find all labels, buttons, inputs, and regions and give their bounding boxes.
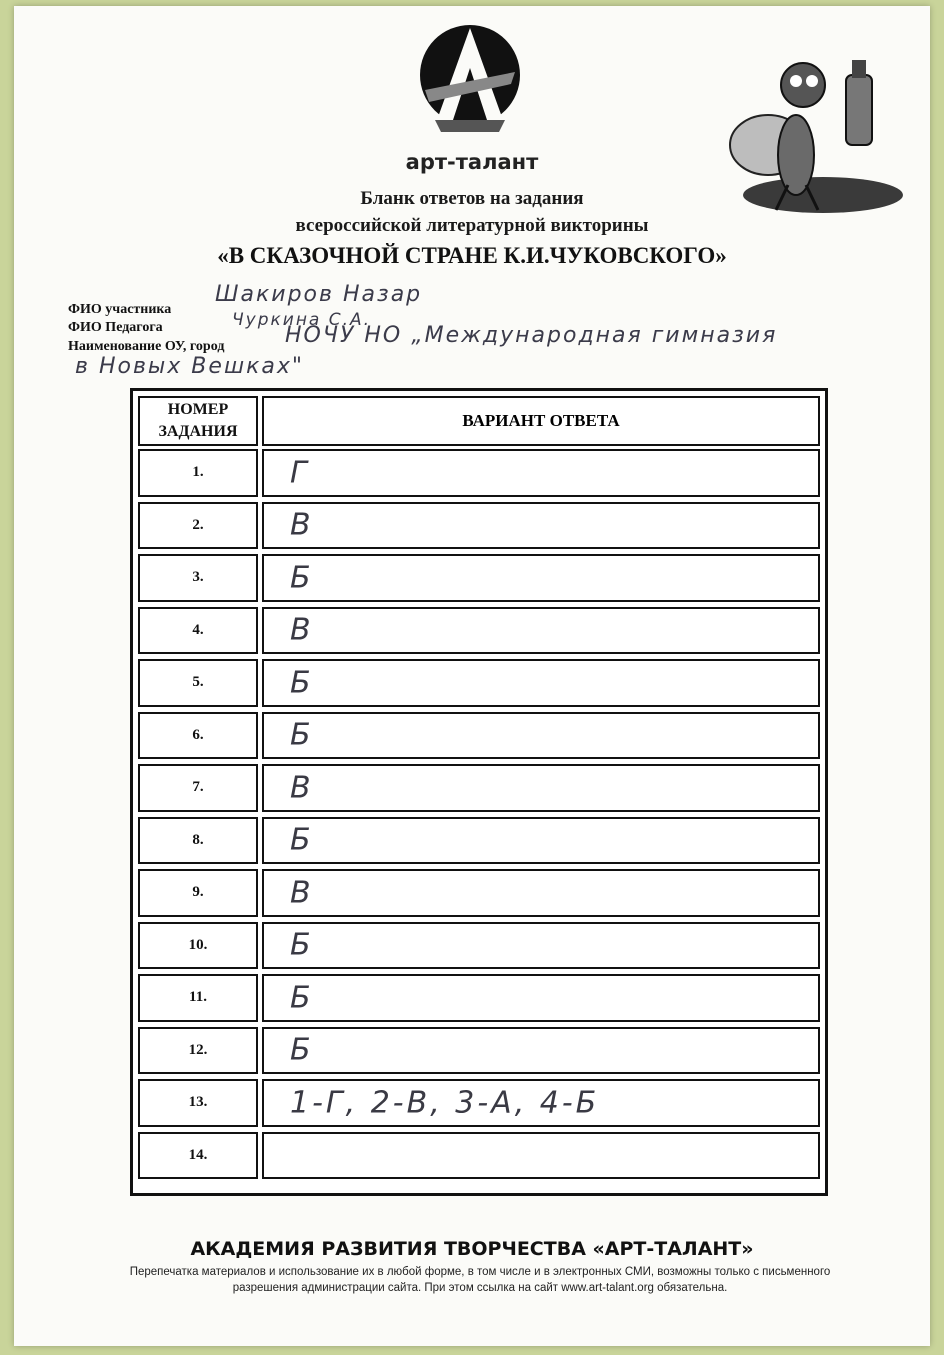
school-label: Наименование ОУ, город bbox=[68, 339, 225, 354]
answer-cell[interactable] bbox=[262, 1027, 820, 1075]
answer-text: В bbox=[290, 612, 314, 648]
teacher-label: ФИО Педагога bbox=[68, 320, 163, 335]
answer-cell[interactable] bbox=[262, 712, 820, 760]
task-number: 4. bbox=[138, 607, 258, 655]
brand-name: арт-талант bbox=[405, 150, 539, 174]
task-number: 6. bbox=[138, 712, 258, 760]
answer-text: Б bbox=[290, 560, 314, 596]
task-number: 9. bbox=[138, 869, 258, 917]
answer-text: В bbox=[290, 770, 314, 806]
answer-text: Б bbox=[290, 717, 314, 753]
art-talant-logo bbox=[415, 20, 525, 140]
table-row bbox=[138, 659, 820, 707]
table-row bbox=[138, 1027, 820, 1075]
header-answer: ВАРИАНТ ОТВЕТА bbox=[262, 396, 820, 446]
quiz-title: «В СКАЗОЧНОЙ СТРАНЕ К.И.ЧУКОВСКОГО» bbox=[217, 243, 727, 268]
answer-cell[interactable] bbox=[262, 1132, 820, 1180]
answer-text: Б bbox=[290, 1032, 314, 1068]
task-number: 14. bbox=[138, 1132, 258, 1180]
copyright-notice: Перепечатка материалов и использование их в любой форме, в том числе и в электронных СМИ, возможны только с письменного разрешения администрации сайта. При этом ссылка на сайт www.art-talant.org обязательна. bbox=[129, 1266, 831, 1294]
answer-cell[interactable] bbox=[262, 1079, 820, 1127]
table-row bbox=[138, 502, 820, 550]
table-row bbox=[138, 974, 820, 1022]
answers-table bbox=[130, 388, 828, 1196]
participant-name: Шакиров Назар bbox=[215, 282, 423, 307]
answer-cell[interactable] bbox=[262, 449, 820, 497]
answer-cell[interactable] bbox=[262, 869, 820, 917]
task-number: 5. bbox=[138, 659, 258, 707]
participant-label: ФИО участника bbox=[68, 302, 172, 317]
task-number: 3. bbox=[138, 554, 258, 602]
task-number: 13. bbox=[138, 1079, 258, 1127]
table-row bbox=[138, 922, 820, 970]
answer-cell[interactable] bbox=[262, 502, 820, 550]
table-row bbox=[138, 449, 820, 497]
table-row bbox=[138, 764, 820, 812]
answer-text: Г bbox=[290, 455, 310, 491]
answer-cell[interactable] bbox=[262, 764, 820, 812]
table-row bbox=[138, 554, 820, 602]
teacher-name: Чуркина С.А. bbox=[232, 310, 372, 330]
task-number: 7. bbox=[138, 764, 258, 812]
table-row bbox=[138, 1079, 820, 1127]
fly-samovar-illustration bbox=[728, 45, 908, 220]
header-task-number: НОМЕР ЗАДАНИЯ bbox=[138, 396, 258, 446]
task-number: 11. bbox=[138, 974, 258, 1022]
form-heading: Бланк ответов на задания bbox=[360, 188, 584, 209]
academy-name: АКАДЕМИЯ РАЗВИТИЯ ТВОРЧЕСТВА «АРТ-ТАЛАНТ» bbox=[190, 1238, 754, 1260]
answer-text: Б bbox=[290, 822, 314, 858]
task-number: 8. bbox=[138, 817, 258, 865]
school-name-line1: НОЧУ НО „Международная гимназия bbox=[285, 323, 778, 348]
answer-text: В bbox=[290, 507, 314, 543]
answer-text: 1-Г, 2-В, 3-А, 4-Б bbox=[290, 1085, 600, 1121]
table-header bbox=[138, 396, 820, 446]
answer-cell[interactable] bbox=[262, 974, 820, 1022]
table-row bbox=[138, 607, 820, 655]
table-row bbox=[138, 869, 820, 917]
answer-cell[interactable] bbox=[262, 817, 820, 865]
answer-cell[interactable] bbox=[262, 554, 820, 602]
table-row bbox=[138, 712, 820, 760]
task-number: 1. bbox=[138, 449, 258, 497]
answer-cell[interactable] bbox=[262, 607, 820, 655]
table-row bbox=[138, 817, 820, 865]
task-number: 10. bbox=[138, 922, 258, 970]
task-number: 12. bbox=[138, 1027, 258, 1075]
answer-cell[interactable] bbox=[262, 659, 820, 707]
task-number: 2. bbox=[138, 502, 258, 550]
answer-cell[interactable] bbox=[262, 922, 820, 970]
answer-text: Б bbox=[290, 980, 314, 1016]
school-name-line2: в Новых Вешках" bbox=[75, 354, 304, 379]
answer-text: В bbox=[290, 875, 314, 911]
table-row bbox=[138, 1132, 820, 1180]
answer-text: Б bbox=[290, 665, 314, 701]
answer-text: Б bbox=[290, 927, 314, 963]
form-subheading: всероссийской литературной викторины bbox=[295, 215, 649, 236]
